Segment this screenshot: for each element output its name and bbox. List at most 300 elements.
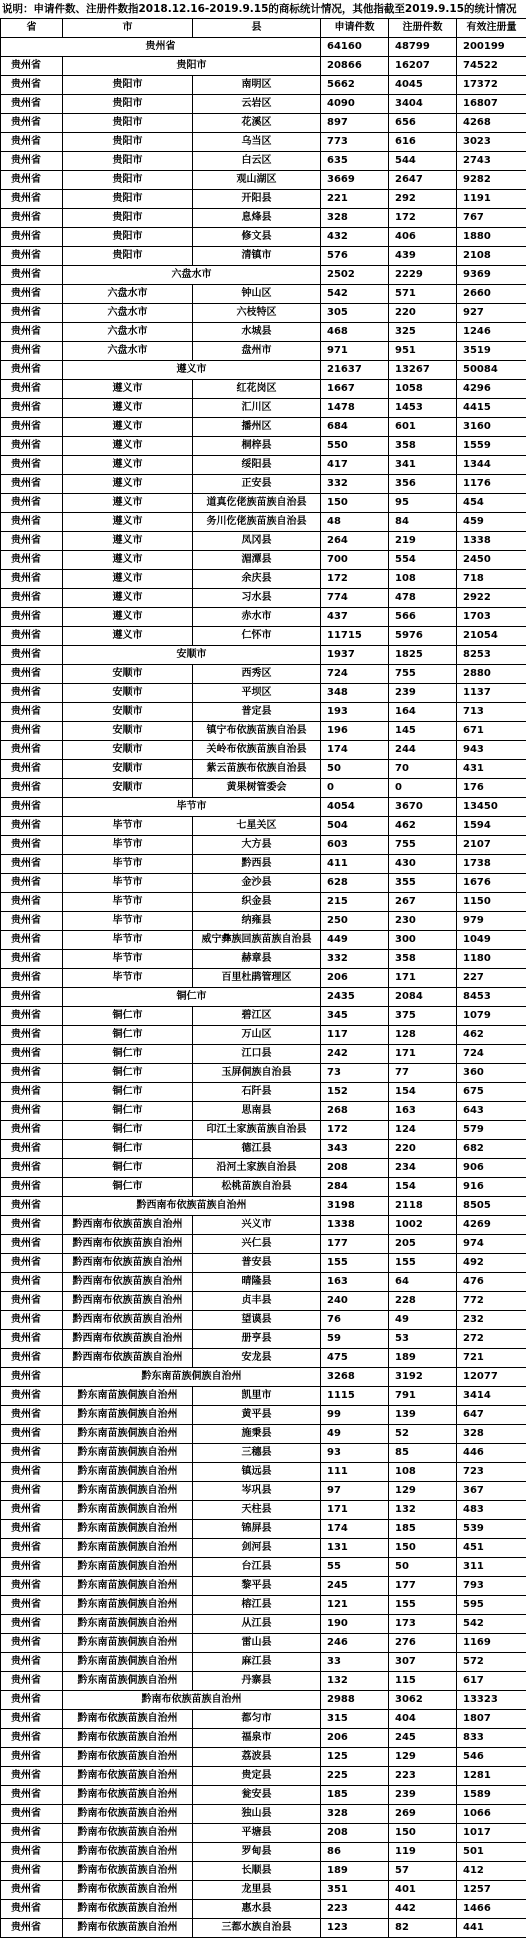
applications-cell: 2988 bbox=[321, 1691, 389, 1710]
registrations-cell: 155 bbox=[389, 1596, 457, 1615]
registrations-cell: 150 bbox=[389, 1539, 457, 1558]
applications-cell: 315 bbox=[321, 1710, 389, 1729]
table-row bbox=[1, 1672, 526, 1691]
registrations-cell: 2229 bbox=[389, 266, 457, 285]
county-cell: 独山县 bbox=[193, 1805, 321, 1824]
county-cell: 关岭布依族苗族自治县 bbox=[193, 741, 321, 760]
county-cell: 仁怀市 bbox=[193, 627, 321, 646]
province-cell: 贵州省 bbox=[1, 912, 63, 931]
applications-cell: 328 bbox=[321, 209, 389, 228]
applications-cell: 432 bbox=[321, 228, 389, 247]
registrations-cell: 77 bbox=[389, 1064, 457, 1083]
city-cell: 铜仁市 bbox=[63, 1140, 193, 1159]
county-cell: 绥阳县 bbox=[193, 456, 321, 475]
valid-registrations-cell: 74522 bbox=[457, 57, 526, 76]
valid-registrations-cell: 441 bbox=[457, 1919, 526, 1938]
valid-registrations-cell: 176 bbox=[457, 779, 526, 798]
city-cell: 遵义市 bbox=[63, 551, 193, 570]
valid-registrations-cell: 979 bbox=[457, 912, 526, 931]
province-cell: 贵州省 bbox=[1, 418, 63, 437]
registrations-cell: 239 bbox=[389, 684, 457, 703]
table-row bbox=[1, 1045, 526, 1064]
city-cell: 黔东南苗族侗族自治州 bbox=[63, 1558, 193, 1577]
county-cell: 紫云苗族布依族自治县 bbox=[193, 760, 321, 779]
valid-registrations-cell: 16807 bbox=[457, 95, 526, 114]
county-cell: 南明区 bbox=[193, 76, 321, 95]
city-cell: 铜仁市 bbox=[63, 1159, 193, 1178]
registrations-cell: 234 bbox=[389, 1159, 457, 1178]
province-cell: 贵州省 bbox=[1, 646, 63, 665]
valid-registrations-cell: 772 bbox=[457, 1292, 526, 1311]
city-cell: 毕节市 bbox=[63, 969, 193, 988]
summary-row bbox=[1, 266, 526, 285]
applications-cell: 240 bbox=[321, 1292, 389, 1311]
city-cell: 铜仁市 bbox=[63, 1026, 193, 1045]
city-cell: 黔南布依族苗族自治州 bbox=[63, 1710, 193, 1729]
valid-registrations-cell: 767 bbox=[457, 209, 526, 228]
applications-cell: 206 bbox=[321, 1729, 389, 1748]
valid-registrations-cell: 1257 bbox=[457, 1881, 526, 1900]
city-cell: 黔东南苗族侗族自治州 bbox=[63, 1425, 193, 1444]
registrations-cell: 16207 bbox=[389, 57, 457, 76]
city-cell: 贵阳市 bbox=[63, 95, 193, 114]
applications-cell: 196 bbox=[321, 722, 389, 741]
applications-cell: 174 bbox=[321, 1520, 389, 1539]
summary-name-cell: 贵阳市 bbox=[63, 57, 321, 76]
valid-registrations-cell: 643 bbox=[457, 1102, 526, 1121]
valid-registrations-cell: 8505 bbox=[457, 1197, 526, 1216]
valid-registrations-cell: 546 bbox=[457, 1748, 526, 1767]
registrations-cell: 4045 bbox=[389, 76, 457, 95]
province-cell: 贵州省 bbox=[1, 494, 63, 513]
valid-registrations-cell: 723 bbox=[457, 1463, 526, 1482]
province-cell: 贵州省 bbox=[1, 1254, 63, 1273]
summary-name-cell: 贵州省 bbox=[1, 38, 321, 57]
registrations-cell: 129 bbox=[389, 1482, 457, 1501]
province-cell: 贵州省 bbox=[1, 171, 63, 190]
province-cell: 贵州省 bbox=[1, 1596, 63, 1615]
county-cell: 龙里县 bbox=[193, 1881, 321, 1900]
applications-cell: 468 bbox=[321, 323, 389, 342]
applications-cell: 635 bbox=[321, 152, 389, 171]
valid-registrations-cell: 916 bbox=[457, 1178, 526, 1197]
applications-cell: 449 bbox=[321, 931, 389, 950]
applications-cell: 64160 bbox=[321, 38, 389, 57]
valid-registrations-cell: 671 bbox=[457, 722, 526, 741]
valid-registrations-cell: 943 bbox=[457, 741, 526, 760]
city-cell: 黔东南苗族侗族自治州 bbox=[63, 1406, 193, 1425]
table-row bbox=[1, 1387, 526, 1406]
table-row bbox=[1, 855, 526, 874]
county-cell: 花溪区 bbox=[193, 114, 321, 133]
valid-registrations-cell: 367 bbox=[457, 1482, 526, 1501]
province-cell: 贵州省 bbox=[1, 1710, 63, 1729]
province-cell: 贵州省 bbox=[1, 760, 63, 779]
applications-cell: 50 bbox=[321, 760, 389, 779]
registrations-cell: 154 bbox=[389, 1083, 457, 1102]
registrations-cell: 571 bbox=[389, 285, 457, 304]
province-cell: 贵州省 bbox=[1, 1045, 63, 1064]
registrations-cell: 49 bbox=[389, 1311, 457, 1330]
county-cell: 玉屏侗族自治县 bbox=[193, 1064, 321, 1083]
valid-registrations-cell: 459 bbox=[457, 513, 526, 532]
applications-cell: 475 bbox=[321, 1349, 389, 1368]
table-row bbox=[1, 304, 526, 323]
valid-registrations-cell: 4415 bbox=[457, 399, 526, 418]
registrations-cell: 430 bbox=[389, 855, 457, 874]
applications-cell: 250 bbox=[321, 912, 389, 931]
county-cell: 三穗县 bbox=[193, 1444, 321, 1463]
county-cell: 织金县 bbox=[193, 893, 321, 912]
city-cell: 黔南布依族苗族自治州 bbox=[63, 1900, 193, 1919]
city-cell: 贵阳市 bbox=[63, 209, 193, 228]
county-cell: 江口县 bbox=[193, 1045, 321, 1064]
applications-cell: 351 bbox=[321, 1881, 389, 1900]
valid-registrations-cell: 451 bbox=[457, 1539, 526, 1558]
province-cell: 贵州省 bbox=[1, 1520, 63, 1539]
city-cell: 贵阳市 bbox=[63, 228, 193, 247]
city-cell: 贵阳市 bbox=[63, 171, 193, 190]
table-row bbox=[1, 95, 526, 114]
table-row bbox=[1, 893, 526, 912]
city-cell: 黔南布依族苗族自治州 bbox=[63, 1767, 193, 1786]
county-cell: 正安县 bbox=[193, 475, 321, 494]
summary-name-cell: 黔西南布依族苗族自治州 bbox=[63, 1197, 321, 1216]
county-cell: 务川仡佬族苗族自治县 bbox=[193, 513, 321, 532]
county-cell: 湄潭县 bbox=[193, 551, 321, 570]
province-cell: 贵州省 bbox=[1, 475, 63, 494]
city-cell: 黔西南布依族苗族自治州 bbox=[63, 1292, 193, 1311]
city-cell: 遵义市 bbox=[63, 589, 193, 608]
registrations-cell: 442 bbox=[389, 1900, 457, 1919]
table-row bbox=[1, 1463, 526, 1482]
province-cell: 贵州省 bbox=[1, 1501, 63, 1520]
table-row bbox=[1, 722, 526, 741]
province-cell: 贵州省 bbox=[1, 1482, 63, 1501]
valid-registrations-cell: 1589 bbox=[457, 1786, 526, 1805]
applications-cell: 150 bbox=[321, 494, 389, 513]
valid-registrations-cell: 4296 bbox=[457, 380, 526, 399]
table-row bbox=[1, 437, 526, 456]
table-row bbox=[1, 247, 526, 266]
summary-row bbox=[1, 1197, 526, 1216]
valid-registrations-cell: 232 bbox=[457, 1311, 526, 1330]
applications-cell: 97 bbox=[321, 1482, 389, 1501]
province-cell: 贵州省 bbox=[1, 627, 63, 646]
province-cell: 贵州省 bbox=[1, 1197, 63, 1216]
province-cell: 贵州省 bbox=[1, 1786, 63, 1805]
province-cell: 贵州省 bbox=[1, 532, 63, 551]
valid-registrations-cell: 1150 bbox=[457, 893, 526, 912]
registrations-cell: 48799 bbox=[389, 38, 457, 57]
province-cell: 贵州省 bbox=[1, 380, 63, 399]
valid-registrations-cell: 8453 bbox=[457, 988, 526, 1007]
city-cell: 毕节市 bbox=[63, 950, 193, 969]
valid-registrations-cell: 1703 bbox=[457, 608, 526, 627]
valid-registrations-cell: 1176 bbox=[457, 475, 526, 494]
county-cell: 安龙县 bbox=[193, 1349, 321, 1368]
city-cell: 黔南布依族苗族自治州 bbox=[63, 1729, 193, 1748]
province-cell: 贵州省 bbox=[1, 1425, 63, 1444]
applications-cell: 172 bbox=[321, 1121, 389, 1140]
registrations-cell: 228 bbox=[389, 1292, 457, 1311]
county-cell: 余庆县 bbox=[193, 570, 321, 589]
table-row bbox=[1, 342, 526, 361]
table-row bbox=[1, 703, 526, 722]
applications-cell: 55 bbox=[321, 1558, 389, 1577]
registrations-cell: 1002 bbox=[389, 1216, 457, 1235]
applications-cell: 504 bbox=[321, 817, 389, 836]
county-cell: 沿河土家族自治县 bbox=[193, 1159, 321, 1178]
applications-cell: 1937 bbox=[321, 646, 389, 665]
applications-cell: 2435 bbox=[321, 988, 389, 1007]
table-row bbox=[1, 627, 526, 646]
registrations-cell: 82 bbox=[389, 1919, 457, 1938]
valid-registrations-cell: 1466 bbox=[457, 1900, 526, 1919]
province-cell: 贵州省 bbox=[1, 1007, 63, 1026]
applications-cell: 20866 bbox=[321, 57, 389, 76]
applications-cell: 155 bbox=[321, 1254, 389, 1273]
applications-cell: 332 bbox=[321, 950, 389, 969]
county-cell: 松桃苗族自治县 bbox=[193, 1178, 321, 1197]
county-cell: 乌当区 bbox=[193, 133, 321, 152]
registrations-cell: 544 bbox=[389, 152, 457, 171]
registrations-cell: 1825 bbox=[389, 646, 457, 665]
valid-registrations-cell: 483 bbox=[457, 1501, 526, 1520]
city-cell: 遵义市 bbox=[63, 532, 193, 551]
registrations-cell: 755 bbox=[389, 836, 457, 855]
county-cell: 贵定县 bbox=[193, 1767, 321, 1786]
applications-cell: 206 bbox=[321, 969, 389, 988]
city-cell: 安顺市 bbox=[63, 779, 193, 798]
province-cell: 贵州省 bbox=[1, 589, 63, 608]
county-cell: 长顺县 bbox=[193, 1862, 321, 1881]
table-row bbox=[1, 399, 526, 418]
applications-cell: 193 bbox=[321, 703, 389, 722]
table-row bbox=[1, 874, 526, 893]
county-cell: 普安县 bbox=[193, 1254, 321, 1273]
province-cell: 贵州省 bbox=[1, 1159, 63, 1178]
province-cell: 贵州省 bbox=[1, 76, 63, 95]
applications-cell: 345 bbox=[321, 1007, 389, 1026]
valid-registrations-cell: 2660 bbox=[457, 285, 526, 304]
table-row bbox=[1, 608, 526, 627]
city-cell: 黔西南布依族苗族自治州 bbox=[63, 1235, 193, 1254]
city-cell: 遵义市 bbox=[63, 494, 193, 513]
county-cell: 普定县 bbox=[193, 703, 321, 722]
registrations-cell: 439 bbox=[389, 247, 457, 266]
registrations-cell: 358 bbox=[389, 950, 457, 969]
applications-cell: 3669 bbox=[321, 171, 389, 190]
valid-registrations-cell: 431 bbox=[457, 760, 526, 779]
city-cell: 黔南布依族苗族自治州 bbox=[63, 1805, 193, 1824]
city-cell: 毕节市 bbox=[63, 893, 193, 912]
registrations-cell: 325 bbox=[389, 323, 457, 342]
city-cell: 黔东南苗族侗族自治州 bbox=[63, 1653, 193, 1672]
table-row bbox=[1, 1216, 526, 1235]
city-cell: 黔南布依族苗族自治州 bbox=[63, 1786, 193, 1805]
province-cell: 贵州省 bbox=[1, 665, 63, 684]
county-cell: 麻江县 bbox=[193, 1653, 321, 1672]
table-row bbox=[1, 684, 526, 703]
city-cell: 黔南布依族苗族自治州 bbox=[63, 1919, 193, 1938]
table-row bbox=[1, 1805, 526, 1824]
valid-registrations-cell: 412 bbox=[457, 1862, 526, 1881]
city-cell: 黔西南布依族苗族自治州 bbox=[63, 1311, 193, 1330]
table-row bbox=[1, 1596, 526, 1615]
province-cell: 贵州省 bbox=[1, 1729, 63, 1748]
applications-cell: 4090 bbox=[321, 95, 389, 114]
valid-registrations-cell: 833 bbox=[457, 1729, 526, 1748]
county-cell: 水城县 bbox=[193, 323, 321, 342]
province-cell: 贵州省 bbox=[1, 950, 63, 969]
table-row bbox=[1, 323, 526, 342]
table-row bbox=[1, 1881, 526, 1900]
county-cell: 黄平县 bbox=[193, 1406, 321, 1425]
registrations-cell: 150 bbox=[389, 1824, 457, 1843]
province-cell: 贵州省 bbox=[1, 988, 63, 1007]
province-cell: 贵州省 bbox=[1, 798, 63, 817]
valid-registrations-cell: 713 bbox=[457, 703, 526, 722]
county-cell: 赤水市 bbox=[193, 608, 321, 627]
valid-registrations-cell: 3414 bbox=[457, 1387, 526, 1406]
province-cell: 贵州省 bbox=[1, 817, 63, 836]
registrations-cell: 13267 bbox=[389, 361, 457, 380]
valid-registrations-cell: 462 bbox=[457, 1026, 526, 1045]
valid-registrations-cell: 1246 bbox=[457, 323, 526, 342]
province-cell: 贵州省 bbox=[1, 57, 63, 76]
table-row bbox=[1, 1919, 526, 1938]
table-row bbox=[1, 665, 526, 684]
province-cell: 贵州省 bbox=[1, 570, 63, 589]
summary-row bbox=[1, 1691, 526, 1710]
province-cell: 贵州省 bbox=[1, 1577, 63, 1596]
applications-cell: 190 bbox=[321, 1615, 389, 1634]
registrations-cell: 145 bbox=[389, 722, 457, 741]
table-row bbox=[1, 114, 526, 133]
county-cell: 大方县 bbox=[193, 836, 321, 855]
table-body bbox=[1, 19, 526, 1938]
city-cell: 黔东南苗族侗族自治州 bbox=[63, 1482, 193, 1501]
valid-registrations-cell: 542 bbox=[457, 1615, 526, 1634]
summary-row bbox=[1, 38, 526, 57]
registrations-cell: 300 bbox=[389, 931, 457, 950]
table-row bbox=[1, 570, 526, 589]
table-row bbox=[1, 456, 526, 475]
registrations-cell: 276 bbox=[389, 1634, 457, 1653]
applications-cell: 1667 bbox=[321, 380, 389, 399]
county-cell: 望谟县 bbox=[193, 1311, 321, 1330]
registrations-cell: 267 bbox=[389, 893, 457, 912]
city-cell: 安顺市 bbox=[63, 741, 193, 760]
province-cell: 贵州省 bbox=[1, 456, 63, 475]
valid-registrations-cell: 311 bbox=[457, 1558, 526, 1577]
registrations-cell: 124 bbox=[389, 1121, 457, 1140]
city-cell: 黔东南苗族侗族自治州 bbox=[63, 1387, 193, 1406]
registrations-cell: 52 bbox=[389, 1425, 457, 1444]
province-cell: 贵州省 bbox=[1, 1121, 63, 1140]
valid-registrations-cell: 492 bbox=[457, 1254, 526, 1273]
county-cell: 镇远县 bbox=[193, 1463, 321, 1482]
applications-cell: 5662 bbox=[321, 76, 389, 95]
province-cell: 贵州省 bbox=[1, 133, 63, 152]
valid-registrations-cell: 572 bbox=[457, 1653, 526, 1672]
county-cell: 碧江区 bbox=[193, 1007, 321, 1026]
registrations-cell: 177 bbox=[389, 1577, 457, 1596]
table-row bbox=[1, 912, 526, 931]
registrations-cell: 219 bbox=[389, 532, 457, 551]
province-cell: 贵州省 bbox=[1, 684, 63, 703]
registrations-cell: 355 bbox=[389, 874, 457, 893]
city-cell: 遵义市 bbox=[63, 608, 193, 627]
city-cell: 铜仁市 bbox=[63, 1121, 193, 1140]
table-row bbox=[1, 1615, 526, 1634]
province-cell: 贵州省 bbox=[1, 1064, 63, 1083]
table-row bbox=[1, 950, 526, 969]
city-cell: 黔南布依族苗族自治州 bbox=[63, 1748, 193, 1767]
valid-registrations-cell: 1338 bbox=[457, 532, 526, 551]
summary-name-cell: 毕节市 bbox=[63, 798, 321, 817]
province-cell: 贵州省 bbox=[1, 399, 63, 418]
table-row bbox=[1, 817, 526, 836]
registrations-cell: 155 bbox=[389, 1254, 457, 1273]
table-row bbox=[1, 1064, 526, 1083]
registrations-cell: 85 bbox=[389, 1444, 457, 1463]
applications-cell: 971 bbox=[321, 342, 389, 361]
valid-registrations-cell: 2880 bbox=[457, 665, 526, 684]
city-cell: 六盘水市 bbox=[63, 285, 193, 304]
valid-registrations-cell: 454 bbox=[457, 494, 526, 513]
applications-cell: 576 bbox=[321, 247, 389, 266]
province-cell: 贵州省 bbox=[1, 247, 63, 266]
summary-name-cell: 安顺市 bbox=[63, 646, 321, 665]
valid-registrations-cell: 1169 bbox=[457, 1634, 526, 1653]
applications-cell: 225 bbox=[321, 1767, 389, 1786]
summary-name-cell: 黔南布依族苗族自治州 bbox=[63, 1691, 321, 1710]
registrations-cell: 172 bbox=[389, 209, 457, 228]
registrations-cell: 462 bbox=[389, 817, 457, 836]
applications-cell: 773 bbox=[321, 133, 389, 152]
applications-cell: 49 bbox=[321, 1425, 389, 1444]
table-row bbox=[1, 1900, 526, 1919]
province-cell: 贵州省 bbox=[1, 836, 63, 855]
table-row bbox=[1, 1520, 526, 1539]
province-cell: 贵州省 bbox=[1, 1691, 63, 1710]
table-row bbox=[1, 1843, 526, 1862]
city-cell: 黔南布依族苗族自治州 bbox=[63, 1824, 193, 1843]
county-cell: 丹寨县 bbox=[193, 1672, 321, 1691]
table-row bbox=[1, 1330, 526, 1349]
table-row bbox=[1, 1786, 526, 1805]
registrations-cell: 951 bbox=[389, 342, 457, 361]
applications-cell: 11715 bbox=[321, 627, 389, 646]
applications-cell: 332 bbox=[321, 475, 389, 494]
table-row bbox=[1, 931, 526, 950]
table-row bbox=[1, 1007, 526, 1026]
valid-registrations-cell: 1066 bbox=[457, 1805, 526, 1824]
county-cell: 息烽县 bbox=[193, 209, 321, 228]
header-city: 市 bbox=[63, 19, 193, 38]
valid-registrations-cell: 1880 bbox=[457, 228, 526, 247]
city-cell: 毕节市 bbox=[63, 931, 193, 950]
header-valid-registrations: 有效注册量 bbox=[457, 19, 526, 38]
county-cell: 云岩区 bbox=[193, 95, 321, 114]
table-row bbox=[1, 1501, 526, 1520]
county-cell: 道真仡佬族苗族自治县 bbox=[193, 494, 321, 513]
city-cell: 黔东南苗族侗族自治州 bbox=[63, 1634, 193, 1653]
county-cell: 播州区 bbox=[193, 418, 321, 437]
city-cell: 黔南布依族苗族自治州 bbox=[63, 1881, 193, 1900]
